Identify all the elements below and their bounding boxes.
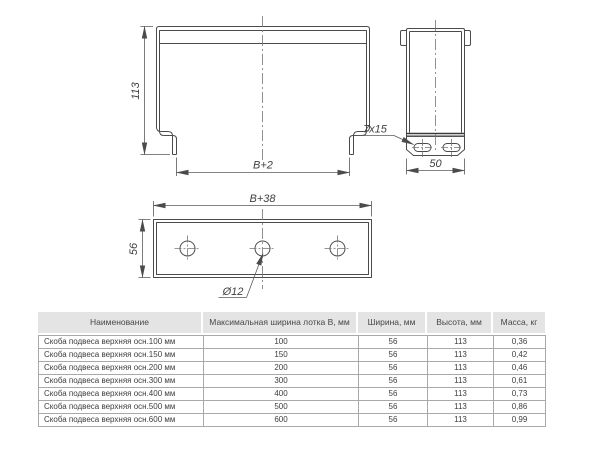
side-width-label: 50 [429,158,442,170]
value-cell: 0,42 [494,349,546,362]
value-cell: 113 [428,388,494,401]
value-cell: 150 [204,349,359,362]
slot-size-callout [357,124,414,145]
value-cell: 0,61 [494,375,546,388]
table-row [39,375,546,388]
value-cell: 0,99 [494,414,546,427]
dimension-depth-56 [128,220,151,278]
value-cell: 0,46 [494,362,546,375]
value-cell: 600 [204,414,359,427]
table-row [39,336,546,349]
value-cell: 56 [359,375,428,388]
hole-diameter-callout [219,254,264,299]
table-row [39,349,546,362]
value-cell: 56 [359,414,428,427]
header-max-tray-width: Максимальная ширина лотка B, мм [203,312,358,333]
header-height: Высота, мм [427,312,493,333]
value-cell: 56 [359,362,428,375]
side-view [357,20,471,175]
left-hem-tab [401,31,407,46]
value-cell: 56 [359,349,428,362]
bottom-view [128,193,372,298]
value-cell: 113 [428,349,494,362]
hole-diameter-label: Ø12 [222,286,244,298]
value-cell: 56 [359,401,428,414]
value-cell: 113 [428,414,494,427]
front-view [130,16,370,176]
value-cell: 300 [204,375,359,388]
value-cell: 400 [204,388,359,401]
product-name-cell: Скоба подвеса верхняя осн.150 мм [39,349,204,362]
product-name-cell: Скоба подвеса верхняя осн.200 мм [39,362,204,375]
right-hem-tab [465,31,471,46]
specification-table [38,312,545,427]
header-mass: Масса, кг [493,312,545,333]
value-cell: 100 [204,336,359,349]
table-row [39,388,546,401]
value-cell: 113 [428,375,494,388]
value-cell: 113 [428,401,494,414]
header-width: Ширина, мм [358,312,427,333]
value-cell: 56 [359,336,428,349]
header-name: Наименование [38,312,203,333]
product-name-cell: Скоба подвеса верхняя осн.500 мм [39,401,204,414]
product-name-cell: Скоба подвеса верхняя осн.400 мм [39,388,204,401]
table-row [39,362,546,375]
width-dim-label: B+2 [253,159,273,172]
value-cell: 200 [204,362,359,375]
table-body [38,335,546,427]
value-cell: 113 [428,336,494,349]
value-cell: 56 [359,388,428,401]
value-cell: 500 [204,401,359,414]
product-name-cell: Скоба подвеса верхняя осн.600 мм [39,414,204,427]
dimension-width-50 [407,158,465,175]
value-cell: 0,86 [494,401,546,414]
value-cell: 0,73 [494,388,546,401]
product-name-cell: Скоба подвеса верхняя осн.100 мм [39,336,204,349]
slot-size-label: 7x15 [363,123,387,136]
table-row [39,414,546,427]
dimension-width-b2 [177,158,350,177]
product-name-cell: Скоба подвеса верхняя осн.300 мм [39,375,204,388]
value-cell: 113 [428,362,494,375]
table-row [39,401,546,414]
height-dim-label: 113 [130,82,142,100]
plate-width-label: B+38 [249,193,276,205]
table-header-row [38,312,545,333]
value-cell: 0,36 [494,336,546,349]
plate-depth-label: 56 [128,242,140,256]
